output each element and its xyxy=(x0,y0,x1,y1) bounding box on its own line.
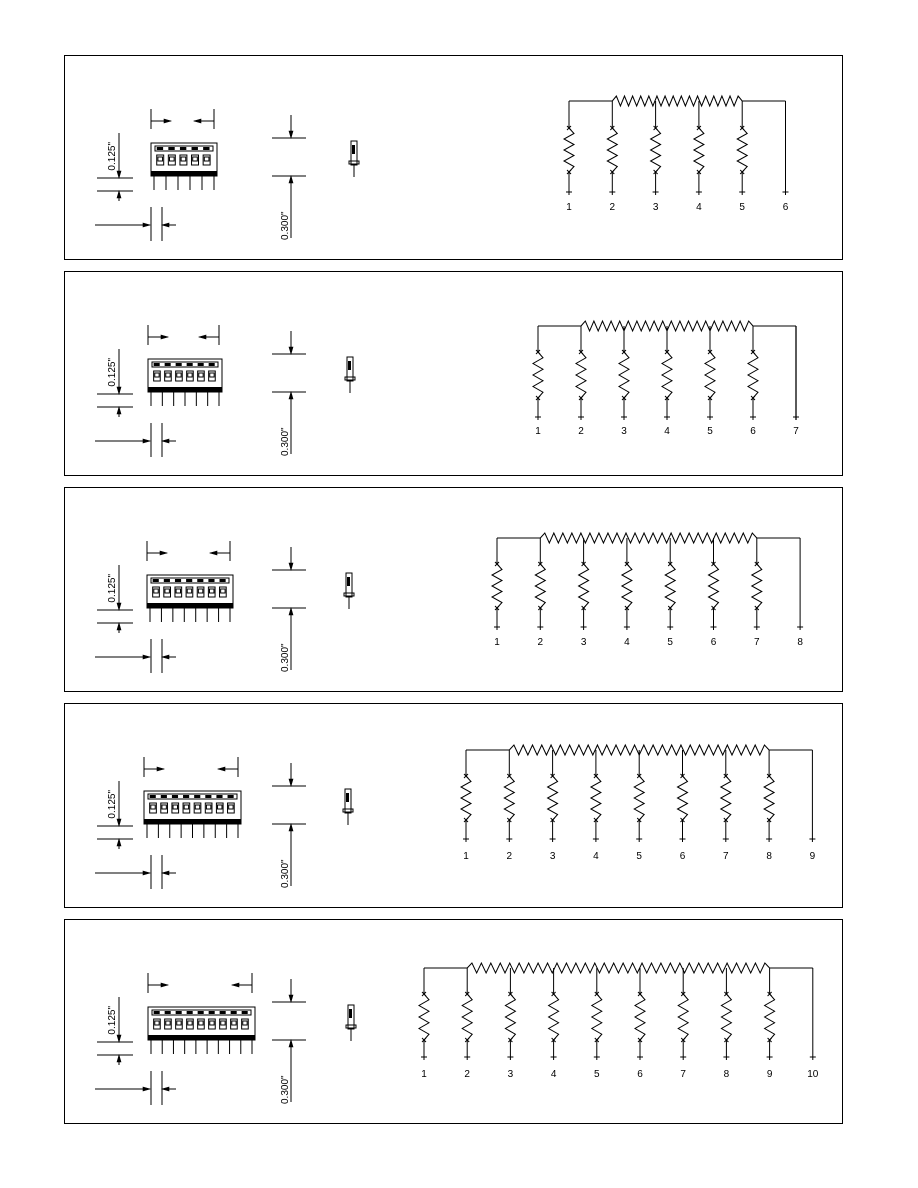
switch-base xyxy=(148,1035,255,1040)
row-spacing-label: 0.300" xyxy=(280,1075,291,1104)
switch-knob xyxy=(210,1021,214,1025)
pin-label: 6 xyxy=(637,1069,643,1080)
dim-arrow xyxy=(143,1087,150,1091)
pin-label: 8 xyxy=(723,1069,730,1080)
resistor-6 xyxy=(709,564,719,608)
switch-knob xyxy=(218,805,222,809)
switch-base xyxy=(144,819,241,824)
pin-label: 2 xyxy=(578,426,584,437)
resistor-5 xyxy=(737,128,747,172)
switch-marker xyxy=(153,579,159,582)
switch-marker xyxy=(154,1011,160,1014)
pin-label: 9 xyxy=(809,851,816,862)
common-bus-resistor xyxy=(540,533,757,543)
pin-spacing-dimension xyxy=(95,133,176,241)
side-actuator xyxy=(346,793,349,802)
resistor-8 xyxy=(721,994,731,1040)
resistor-3 xyxy=(579,564,589,608)
side-actuator xyxy=(349,1009,352,1018)
switch-side-view xyxy=(345,357,355,393)
resistor-4 xyxy=(622,564,632,608)
switch-knob xyxy=(162,805,166,809)
resistor-1 xyxy=(533,352,543,398)
pin-label: 6 xyxy=(679,851,686,862)
switch-knob xyxy=(166,1021,170,1025)
pin-spacing-dimension xyxy=(95,997,176,1105)
dim-arrow xyxy=(161,983,168,987)
pin-label: 1 xyxy=(421,1069,427,1080)
switch-front-view xyxy=(147,541,233,622)
pin-label: 4 xyxy=(593,851,599,862)
pin-label: 4 xyxy=(550,1069,557,1080)
switch-marker xyxy=(228,795,234,798)
switch-knob xyxy=(170,157,175,161)
common-bus-resistor xyxy=(612,96,742,106)
dim-arrow xyxy=(218,767,225,771)
switch-base xyxy=(151,171,217,176)
switch-knob xyxy=(155,373,159,377)
resistor-2 xyxy=(535,564,545,608)
panel-six-position xyxy=(65,56,843,260)
side-actuator xyxy=(347,577,350,586)
resistor-3 xyxy=(548,776,558,820)
switch-front-view xyxy=(148,325,222,406)
resistor-3 xyxy=(651,128,661,172)
switch-marker xyxy=(187,363,193,366)
pin-label: 8 xyxy=(766,851,772,862)
dim-arrow xyxy=(199,335,206,339)
pin-label: 2 xyxy=(506,851,513,862)
resistor-8 xyxy=(764,776,774,820)
switch-marker xyxy=(203,147,209,150)
switch-knob xyxy=(177,1021,181,1025)
switch-base xyxy=(148,387,222,392)
switch-marker xyxy=(150,795,156,798)
dim-arrow xyxy=(289,131,293,138)
switch-marker xyxy=(192,147,198,150)
dim-arrow xyxy=(289,563,293,570)
row-spacing-label: 0.300" xyxy=(280,643,291,672)
dim-arrow xyxy=(210,551,217,555)
switch-knob xyxy=(232,1021,236,1025)
switch-marker xyxy=(168,147,174,150)
switch-side-view xyxy=(343,789,353,825)
switch-marker xyxy=(157,147,163,150)
switch-marker xyxy=(165,1011,171,1014)
pin-spacing-dimension xyxy=(95,349,176,457)
switch-knob xyxy=(176,589,180,593)
pin-label: 5 xyxy=(707,426,713,437)
switch-marker xyxy=(154,363,160,366)
switch-knob xyxy=(204,157,209,161)
pin-label: 7 xyxy=(754,637,760,648)
schematic-eight-position xyxy=(492,533,803,648)
resistor-4 xyxy=(591,776,601,820)
switch-knob xyxy=(188,1021,192,1025)
resistor-2 xyxy=(607,128,617,172)
switch-marker xyxy=(220,579,226,582)
pin-label: 2 xyxy=(609,202,616,213)
switch-marker xyxy=(165,363,171,366)
pin-label: 7 xyxy=(723,851,729,862)
dim-arrow xyxy=(289,779,293,786)
panel-seven-position xyxy=(65,272,843,476)
pin-label: 5 xyxy=(667,637,673,648)
switch-knob xyxy=(193,157,198,161)
pin-label: 4 xyxy=(624,637,630,648)
switch-marker xyxy=(176,1011,182,1014)
dim-arrow xyxy=(117,819,121,826)
resistor-1 xyxy=(461,776,471,820)
switch-knob xyxy=(199,1021,203,1025)
switch-front-view xyxy=(151,109,217,190)
pin-spacing-label: 0.125" xyxy=(107,1006,118,1035)
pin-label: 6 xyxy=(710,637,717,648)
pin-label: 10 xyxy=(807,1069,819,1080)
pin-label: 7 xyxy=(793,426,799,437)
switch-knob xyxy=(243,1021,247,1025)
resistor-6 xyxy=(635,994,645,1040)
switch-marker xyxy=(216,795,222,798)
switch-window-strip xyxy=(152,362,218,367)
switch-knob xyxy=(195,805,199,809)
switch-knob xyxy=(198,589,202,593)
switch-knob xyxy=(151,805,155,809)
pin-label: 2 xyxy=(537,637,544,648)
switch-marker xyxy=(209,363,215,366)
row-spacing-label: 0.300" xyxy=(280,427,291,456)
resistor-5 xyxy=(634,776,644,820)
pin-label: 6 xyxy=(782,202,789,213)
pin-label: 4 xyxy=(696,202,702,213)
pin-label: 3 xyxy=(580,637,587,648)
dim-arrow xyxy=(143,223,150,227)
row-spacing-label: 0.300" xyxy=(280,211,291,240)
switch-knob xyxy=(184,805,188,809)
switch-knob xyxy=(221,1021,225,1025)
row-spacing-dimension xyxy=(272,547,306,672)
side-actuator xyxy=(352,145,355,154)
switch-marker xyxy=(198,1011,204,1014)
switch-marker xyxy=(194,795,200,798)
panel-ten-position xyxy=(65,920,843,1124)
pin-spacing-label: 0.125" xyxy=(107,574,118,603)
pin-label: 3 xyxy=(507,1069,514,1080)
pin-spacing-label: 0.125" xyxy=(107,790,118,819)
resistor-9 xyxy=(765,994,775,1040)
switch-front-view xyxy=(148,973,255,1054)
switch-marker xyxy=(242,1011,248,1014)
resistor-7 xyxy=(721,776,731,820)
switch-marker xyxy=(172,795,178,798)
switch-knob xyxy=(206,805,210,809)
switch-front-view xyxy=(144,757,241,838)
switch-knob xyxy=(187,589,191,593)
side-actuator xyxy=(348,361,351,370)
row-spacing-dimension xyxy=(272,763,306,888)
switch-marker xyxy=(231,1011,237,1014)
resistor-1 xyxy=(419,994,429,1040)
row-spacing-dimension xyxy=(272,115,306,240)
pin-label: 6 xyxy=(750,426,756,437)
pin-label: 5 xyxy=(739,202,745,213)
resistor-1 xyxy=(564,128,574,172)
dim-arrow xyxy=(143,439,150,443)
resistor-5 xyxy=(592,994,602,1040)
dim-arrow xyxy=(157,767,164,771)
switch-knob xyxy=(166,373,170,377)
panel-eight-position xyxy=(65,488,843,692)
switch-marker xyxy=(180,147,186,150)
pin-label: 1 xyxy=(463,851,469,862)
resistor-1 xyxy=(492,564,502,608)
switch-side-view xyxy=(349,141,359,177)
resistor-2 xyxy=(462,994,472,1040)
switch-knob xyxy=(181,157,186,161)
switch-knob xyxy=(155,1021,159,1025)
switch-marker xyxy=(161,795,167,798)
dim-arrow xyxy=(117,603,121,610)
resistor-4 xyxy=(662,352,672,398)
switch-marker xyxy=(209,1011,215,1014)
pin-spacing-label: 0.125" xyxy=(107,142,118,171)
pin-label: 2 xyxy=(464,1069,470,1080)
schematic-ten-position xyxy=(419,963,819,1080)
resistor-7 xyxy=(752,564,762,608)
switch-knob xyxy=(173,805,177,809)
resistor-4 xyxy=(549,994,559,1040)
switch-marker xyxy=(208,579,214,582)
pin-label: 5 xyxy=(594,1069,600,1080)
pin-label: 3 xyxy=(549,851,556,862)
pin-label: 1 xyxy=(566,202,572,213)
switch-knob xyxy=(199,373,203,377)
switch-knob xyxy=(165,589,169,593)
switch-marker xyxy=(187,1011,193,1014)
switch-marker xyxy=(198,363,204,366)
switch-marker xyxy=(205,795,211,798)
switch-knob xyxy=(221,589,225,593)
schematic-seven-position xyxy=(533,321,799,437)
dim-arrow xyxy=(143,871,150,875)
resistor-2 xyxy=(576,352,586,398)
switch-knob xyxy=(188,373,192,377)
pin-label: 5 xyxy=(636,851,642,862)
switch-knob xyxy=(158,157,163,161)
panel-nine-position xyxy=(65,704,843,908)
dim-arrow xyxy=(232,983,239,987)
resistor-2 xyxy=(504,776,514,820)
pin-label: 8 xyxy=(797,637,803,648)
schematic-six-position xyxy=(564,96,789,213)
switch-marker xyxy=(175,579,181,582)
switch-marker xyxy=(220,1011,226,1014)
pin-label: 3 xyxy=(652,202,659,213)
pin-spacing-label: 0.125" xyxy=(107,358,118,387)
resistor-5 xyxy=(705,352,715,398)
dim-arrow xyxy=(164,119,171,123)
panel-frame xyxy=(65,704,843,908)
pin-label: 7 xyxy=(680,1069,686,1080)
dim-arrow xyxy=(143,655,150,659)
switch-base xyxy=(147,603,233,608)
dim-arrow xyxy=(117,171,121,178)
resistor-4 xyxy=(694,128,704,172)
switch-knob xyxy=(154,589,158,593)
switch-marker xyxy=(183,795,189,798)
switch-knob xyxy=(210,373,214,377)
switch-marker xyxy=(176,363,182,366)
dim-arrow xyxy=(161,335,168,339)
row-spacing-dimension xyxy=(272,979,306,1104)
pin-label: 4 xyxy=(664,426,670,437)
switch-marker xyxy=(197,579,203,582)
row-spacing-label: 0.300" xyxy=(280,859,291,888)
schematic-nine-position xyxy=(461,745,816,862)
resistor-3 xyxy=(619,352,629,398)
switch-knob xyxy=(210,589,214,593)
switch-knob xyxy=(229,805,233,809)
resistor-6 xyxy=(748,352,758,398)
dim-arrow xyxy=(117,1035,121,1042)
pin-label: 3 xyxy=(621,426,627,437)
common-bus-resistor xyxy=(467,963,769,973)
pin-label: 1 xyxy=(494,637,500,648)
dim-arrow xyxy=(117,387,121,394)
switch-knob xyxy=(177,373,181,377)
resistor-7 xyxy=(678,994,688,1040)
dim-arrow xyxy=(160,551,167,555)
switch-marker xyxy=(186,579,192,582)
switch-side-view xyxy=(344,573,354,609)
dim-arrow xyxy=(289,347,293,354)
row-spacing-dimension xyxy=(272,331,306,456)
switch-side-view xyxy=(346,1005,356,1041)
resistor-5 xyxy=(665,564,675,608)
pin-label: 1 xyxy=(535,426,541,437)
dim-arrow xyxy=(289,995,293,1002)
dim-arrow xyxy=(194,119,201,123)
switch-marker xyxy=(164,579,170,582)
pin-label: 9 xyxy=(766,1069,773,1080)
resistor-3 xyxy=(505,994,515,1040)
resistor-6 xyxy=(678,776,688,820)
